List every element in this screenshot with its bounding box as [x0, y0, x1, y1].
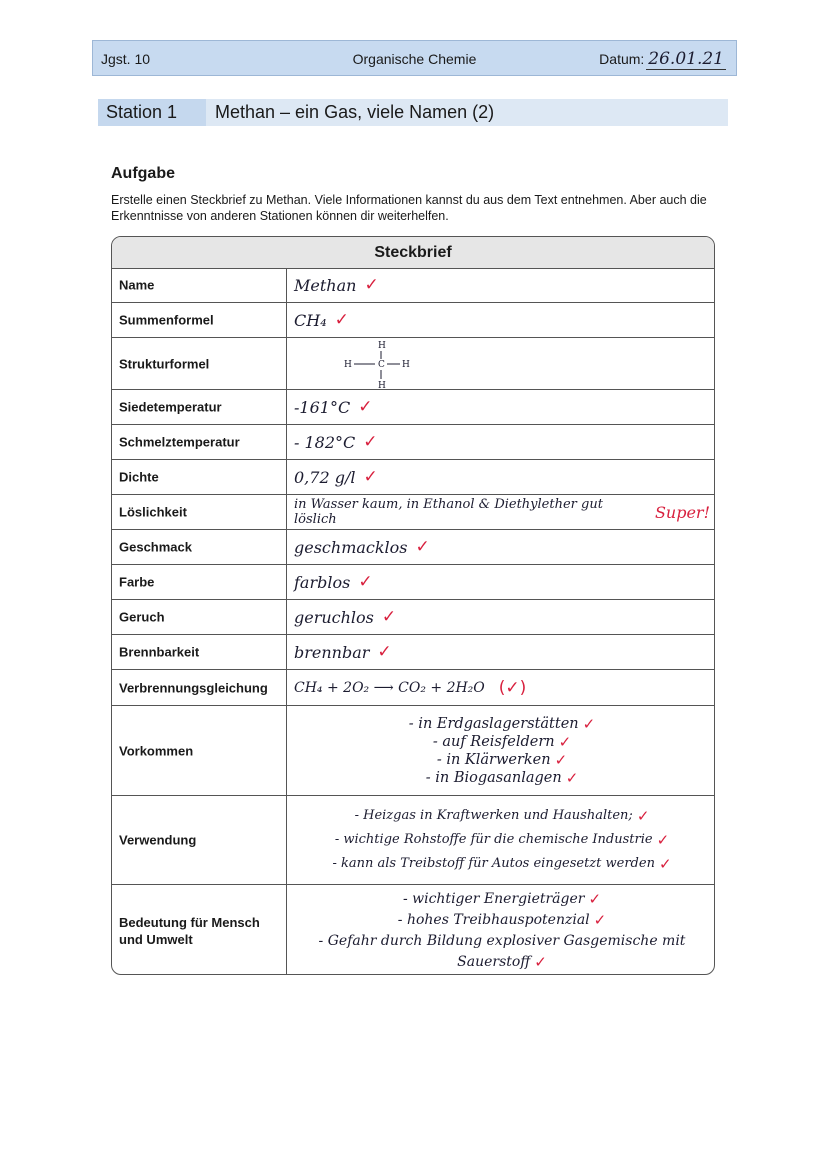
list-item: - auf Reisfeldern ✓ — [432, 732, 572, 751]
row-value: -161°C — [294, 397, 351, 417]
row-dichte — [112, 460, 714, 495]
row-label: Dichte — [119, 469, 159, 485]
check-mark-icon: ✓ — [534, 953, 547, 971]
row-label: Summenformel — [119, 312, 214, 328]
row-value: brennbar — [294, 642, 370, 662]
check-mark-icon: ✓ — [358, 397, 373, 417]
check-mark-icon: ✓ — [363, 467, 378, 487]
row-name — [112, 268, 714, 303]
list-item: Sauerstoff ✓ — [457, 953, 547, 971]
check-mark-icon: ✓ — [364, 275, 379, 295]
row-label: Verbrennungsgleichung — [119, 680, 268, 695]
row-siedetemperatur — [112, 390, 714, 425]
row-schmelztemperatur — [112, 425, 714, 460]
row-value: in Wasser kaum, in Ethanol & Diethylether gut löslich — [294, 497, 603, 527]
document-header — [92, 40, 737, 76]
station-number: Station 1 — [98, 99, 206, 126]
check-mark-icon: ✓ — [358, 572, 373, 592]
row-bedeutung — [112, 885, 714, 975]
row-loeslichkeit — [112, 495, 714, 530]
row-value: CH₄ — [294, 310, 327, 330]
row-geruch — [112, 600, 714, 635]
list-item: - Heizgas in Kraftwerken und Haushalten; ✓ — [354, 807, 650, 825]
task-heading: Aufgabe — [111, 165, 175, 182]
row-strukturformel — [112, 338, 714, 390]
task-text: Erstelle einen Steckbrief zu Methan. Viele Informationen kannst du aus dem Text entnehmen. Aber auch die Erkenntnisse von anderen Stationen können dir weiterhelfen. — [111, 193, 707, 223]
check-mark-icon: ✓ — [593, 911, 607, 929]
row-label: Strukturformel — [119, 356, 210, 371]
date-label: Datum: — [599, 51, 645, 67]
check-mark-icon: ✓ — [636, 807, 650, 825]
row-farbe — [112, 565, 714, 600]
row-vorkommen — [112, 706, 714, 796]
atom-c: C — [378, 359, 385, 370]
row-label: Verwendung — [119, 832, 197, 848]
list-item: - kann als Treibstoff für Autos eingesetzt werden ✓ — [332, 855, 672, 873]
check-mark-icon: ✓ — [554, 750, 568, 769]
row-label: Geruch — [119, 609, 165, 625]
row-value: 0,72 g/l — [294, 467, 356, 487]
row-value: geruchlos — [294, 607, 374, 627]
row-label: Schmelztemperatur — [119, 434, 240, 450]
atom-h-left: H — [344, 359, 352, 370]
atom-h-bottom: H — [378, 380, 386, 390]
check-mark-icon: ✓ — [656, 831, 670, 849]
row-label: Geschmack — [119, 539, 192, 555]
row-brennbarkeit — [112, 635, 714, 670]
check-mark-icon: ✓ — [381, 607, 397, 627]
row-label: Brennbarkeit — [119, 644, 200, 660]
row-label: Bedeutung für Mensch und Umwelt — [119, 914, 260, 947]
partial-check-mark: (✓) — [498, 677, 527, 698]
list-item: - in Biogasanlagen ✓ — [425, 768, 579, 787]
station-title: Methan – ein Gas, viele Namen (2) — [215, 102, 495, 122]
list-item: - in Klärwerken ✓ — [436, 750, 568, 769]
date-value: 26.01.21 — [648, 49, 724, 69]
row-value: geschmacklos — [294, 537, 408, 557]
card-title: Steckbrief — [112, 237, 714, 269]
atom-h-right: H — [402, 359, 410, 370]
list-item: - Gefahr durch Bildung explosiver Gasgemische mit — [318, 933, 686, 949]
subject-label: Organische Chemie — [352, 51, 477, 67]
row-value: Methan — [294, 275, 357, 295]
row-label: Siedetemperatur — [119, 399, 222, 415]
row-verwendung — [112, 796, 714, 885]
check-mark-icon: ✓ — [415, 537, 430, 557]
list-item: - in Erdgaslagerstätten ✓ — [408, 714, 596, 733]
row-geschmack — [112, 530, 714, 565]
row-label: Löslichkeit — [119, 504, 187, 520]
check-mark-icon: ✓ — [588, 890, 602, 908]
teacher-praise: Super! — [654, 502, 710, 522]
check-mark-icon: ✓ — [363, 432, 378, 452]
class-label: Jgst. 10 — [101, 51, 151, 67]
atom-h-top: H — [378, 340, 386, 351]
row-label: Vorkommen — [119, 743, 194, 758]
list-item: - wichtige Rohstoffe für die chemische Industrie ✓ — [334, 831, 670, 849]
check-mark-icon: ✓ — [334, 310, 349, 330]
row-label: Name — [119, 277, 155, 293]
row-label: Farbe — [119, 574, 155, 590]
row-value: - 182°C — [294, 432, 356, 452]
check-mark-icon: ✓ — [558, 732, 572, 751]
row-verbrennungsgleichung — [112, 670, 714, 706]
station-bar — [98, 99, 728, 126]
list-item: - wichtiger Energieträger ✓ — [402, 890, 602, 908]
check-mark-icon: ✓ — [377, 642, 392, 662]
structural-formula — [334, 338, 434, 390]
row-value: CH₄ + 2O₂ ⟶ CO₂ + 2H₂O — [294, 679, 485, 696]
check-mark-icon: ✓ — [565, 768, 579, 787]
row-value: farblos — [294, 572, 351, 592]
check-mark-icon: ✓ — [658, 855, 672, 873]
date-area — [599, 49, 726, 70]
check-mark-icon: ✓ — [582, 714, 596, 733]
steckbrief-card — [111, 236, 715, 975]
list-item: - hohes Treibhauspotenzial ✓ — [397, 911, 607, 929]
row-summenformel — [112, 303, 714, 338]
